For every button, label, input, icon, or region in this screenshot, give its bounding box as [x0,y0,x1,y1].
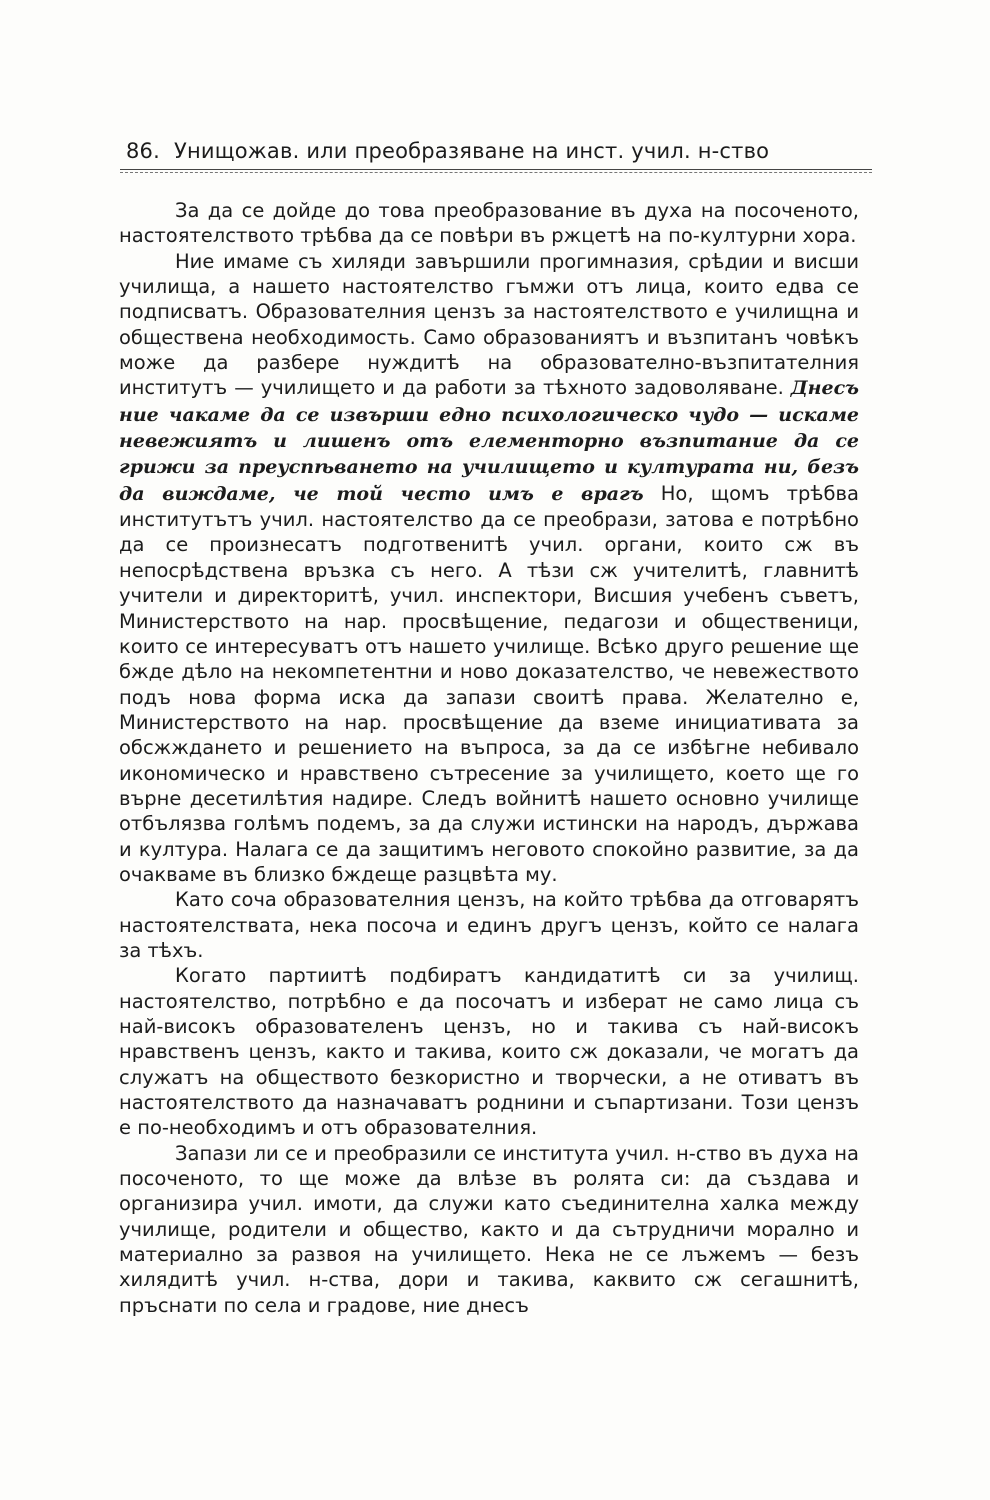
paragraph-4: Когато партиитѣ подбиратъ кандидатитѣ си за училищ. настоятелство, потрѣбно е да посочатъ и изберат не само лица съ най-високъ образователенъ цензъ, но и такива съ най-високъ нравственъ цензъ, както и такива, които сж доказали, че могатъ да служатъ на обществото безкористно и творчески, а не отиватъ въ настоятелството да назначаватъ роднини и съпартизани. Този цензъ е по-необходимъ и отъ образователния. [119,964,859,1140]
paragraph-2-before: Ние имаме съ хиляди завършили прогимназия, срѣдии и висши училища, а нашето настоятелство гъмжи отъ лица, които едва се подписватъ. Образователния цензъ за настоятелството е училищна и обществена необходимость. Само образованиятъ и възпитанъ човѣкъ може да разбере нуждитѣ на образователно-възпитателния институтъ — училището и да работи за тѣхното задоволяване. [119,249,859,400]
paragraph-2 [119,249,859,888]
paragraph-5: Запази ли се и преобразили се института учил. н-ство въ духа на посоченото, то ще може да влѣзе въ ролята си: да създава и организира учил. имоти, да служи като съединителна халка между училище, родители и общество, както и да сътрудничи морално и материално за развоя на училището. Нека не се лъжемъ — безъ хилядитѣ учил. н-ства, дори и такива, каквито сж сегашнитѣ, пръснати по села и градове, ние днесъ [119,1141,859,1317]
header-rule [120,169,872,170]
header-rule-secondary [120,172,872,173]
paragraph-1: За да се дойде до това преобразование въ духа на посоченото, настоятелството трѣбва да се повѣри въ ржцетѣ на по-културни хора. [119,199,859,248]
running-title: Унищожав. или преобразяване на инст. учил. н-ство [174,139,770,163]
page-number: 86. [126,139,160,163]
paragraph-2-after: Но, щомъ трѣбва институтътъ учил. настоятелство да се преобрази, затова е потрѣбно да се произнесатъ подготвенитѣ учил. органи, които сж въ непосрѣдствена връзка съ него. А тѣзи сж учителитѣ, главнитѣ учители и директоритѣ, учил. инспектори, Висшия учебенъ съветъ, Министерството на нар. просвѣщение, педагози и общественици, които се интересуватъ отъ нашето училище. Всѣко друго решение ще бжде дѣло на некомпетентни и ново доказателство, че невежеството подъ нова форма иска да запази своитѣ права. Желателно е, Министерството на нар. просвѣщение да вземе инициативата за обсжждането и решението на въпроса, за да се избѣгне небивало икономическо и нравствено сътресение за училището, което ще го върне десетилѣтия надире. Следъ войнитѣ нашето основно училище отбълязва голѣмъ подемъ, за да служи истински на народъ, държава и култура. Налага се да защитимъ неговото спокойно развитие, за да очакваме въ близко бждеще разцвѣта му. [119,481,859,886]
paragraph-3: Като соча образователния цензъ, на който трѣбва да отговарятъ настоятелствата, нека посоча и единъ другъ цензъ, който се налага за тѣхъ. [119,888,859,962]
paragraph-2-emphasis: Днесъ ние чакаме да се извърши едно психологическо чудо — искаме невежиятъ и лишенъ отъ елементорно възпитание да се грижи за преуспѣването на училището и културата ни, безъ да виждаме, че той често имъ е врагъ [119,377,859,505]
running-header [126,136,860,166]
body-text [119,198,859,1318]
